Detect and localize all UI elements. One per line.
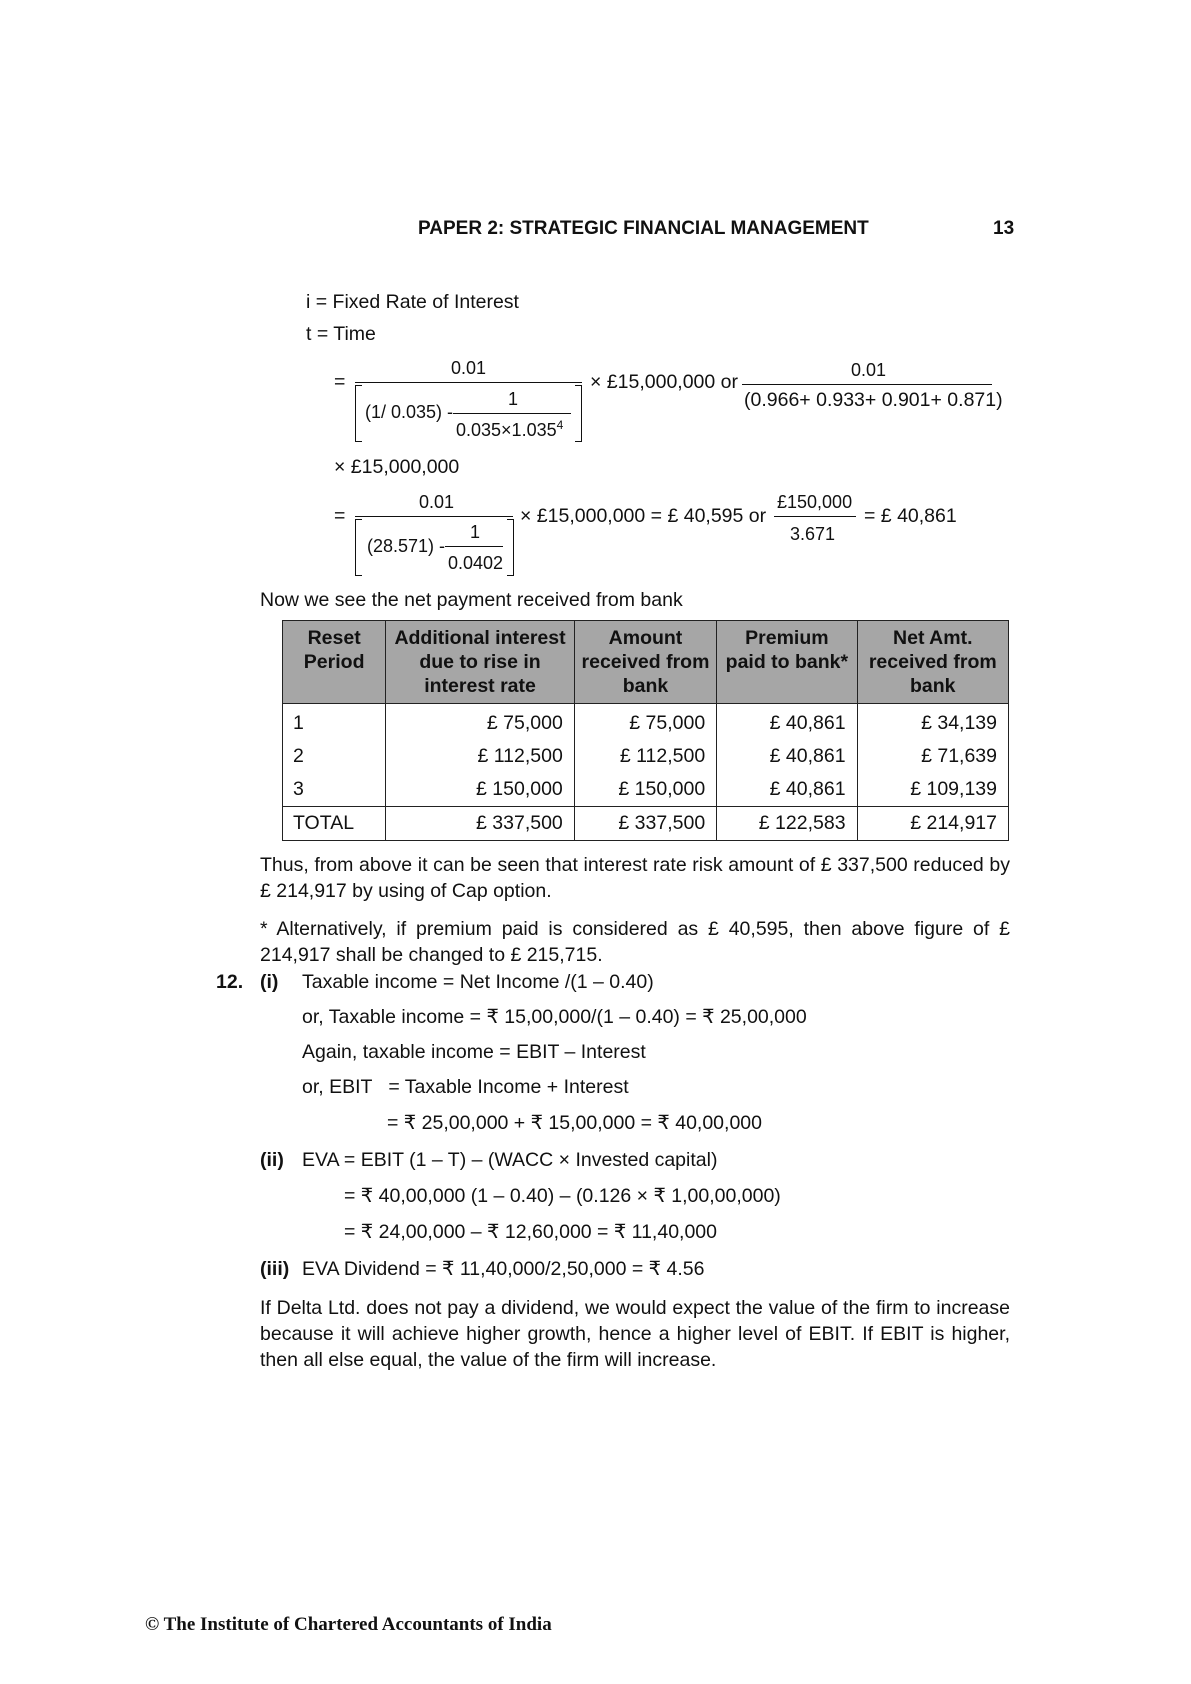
eq2-alt-fraction-bar — [774, 516, 856, 517]
eq2-equals: = — [334, 505, 346, 527]
eq2-fraction-bar — [355, 516, 513, 517]
table-cell: £ 337,500 — [386, 807, 575, 841]
part-ii-line-1: EVA = EBIT (1 – T) – (WACC × Invested capital) — [302, 1149, 718, 1171]
table-cell: 1 — [283, 704, 386, 741]
table-cell: £ 112,500 — [386, 740, 575, 773]
net-payment-table — [282, 620, 1009, 841]
eq1-equals: = — [334, 371, 346, 393]
table-cell: £ 214,917 — [857, 807, 1008, 841]
eq1-fraction-bar — [355, 382, 582, 383]
table-cell: £ 150,000 — [574, 773, 716, 807]
eq2-inner-numerator: 1 — [470, 522, 481, 542]
part-ii-line-3: = ₹ 24,00,000 – ₹ 12,60,000 = ₹ 11,40,000 — [344, 1221, 717, 1243]
table-row — [283, 740, 1009, 773]
definition-i: i = Fixed Rate of Interest — [306, 291, 519, 313]
header-additional-interest: Additional interest due to rise in interest rate — [386, 621, 575, 704]
eq2-inner-denominator: 0.0402 — [448, 553, 504, 573]
eq1-inner-numerator: 1 — [508, 389, 519, 409]
table-cell: 3 — [283, 773, 386, 807]
table-cell: £ 150,000 — [386, 773, 575, 807]
table-row — [283, 704, 1009, 741]
eq2-result: = £ 40,861 — [864, 505, 957, 527]
eq1-numerator: 0.01 — [451, 358, 487, 378]
question-number: 12. — [216, 971, 244, 993]
part-i-line-5: = ₹ 25,00,000 + ₹ 15,00,000 = ₹ 40,00,000 — [387, 1112, 762, 1134]
page-header-title: PAPER 2: STRATEGIC FINANCIAL MANAGEMENT — [418, 218, 869, 239]
eq1-inner-fraction-bar — [453, 413, 571, 414]
table-cell: £ 34,139 — [857, 704, 1008, 741]
footer-copyright: © The Institute of Chartered Accountants of India — [145, 1614, 552, 1635]
table-cell: £ 112,500 — [574, 740, 716, 773]
table-cell: £ 71,639 — [857, 740, 1008, 773]
page-number: 13 — [993, 218, 1015, 239]
table-row — [283, 773, 1009, 807]
header-reset-period: Reset Period — [283, 621, 386, 704]
eq1-alt-fraction-bar — [742, 384, 992, 385]
table-cell: £ 40,861 — [717, 704, 857, 741]
table-cell: £ 337,500 — [574, 807, 716, 841]
eq2-alt-denominator: 3.671 — [790, 524, 836, 544]
part-i-line-2: or, Taxable income = ₹ 15,00,000/(1 – 0.40) = ₹ 25,00,000 — [302, 1006, 807, 1028]
eq2-inner-left: (28.571) - — [367, 536, 446, 556]
eq1-alt-numerator: 0.01 — [851, 360, 887, 380]
table-cell: TOTAL — [283, 807, 386, 841]
paragraph-alternative: * Alternatively, if premium paid is considered as £ 40,595, then above figure of £ 214,917 shall be changed to £ 215,715. — [260, 918, 1010, 966]
part-ii-line-2: = ₹ 40,00,000 (1 – 0.40) – (0.126 × ₹ 1,00,00,000) — [344, 1185, 781, 1207]
table-cell: 2 — [283, 740, 386, 773]
table-total-row — [283, 807, 1009, 841]
part-i-line-4: or, EBIT = Taxable Income + Interest — [302, 1076, 629, 1098]
paragraph-thus: Thus, from above it can be seen that interest rate risk amount of £ 337,500 reduced by £ 214,917 by using of Cap option. — [260, 854, 1010, 902]
table-header-row — [283, 621, 1009, 704]
table-cell: £ 40,861 — [717, 773, 857, 807]
table-intro: Now we see the net payment received from bank — [260, 589, 683, 611]
eq2-left-bracket — [355, 519, 362, 576]
eq2-middle: × £15,000,000 = £ 40,595 or — [520, 505, 767, 527]
eq1-multiplier: × £15,000,000 or — [590, 371, 739, 393]
closing-paragraph: If Delta Ltd. does not pay a dividend, we would expect the value of the firm to increase because it will achieve higher growth, hence a higher level of EBIT. If EBIT is higher, then all else equal, the value of the firm will increase. — [260, 1297, 1010, 1371]
definition-t: t = Time — [306, 323, 376, 345]
part-iii-label: (iii) — [260, 1258, 290, 1280]
part-i-label: (i) — [260, 971, 279, 993]
table-cell: £ 75,000 — [574, 704, 716, 741]
part-i-line-1: Taxable income = Net Income /(1 – 0.40) — [302, 971, 654, 993]
eq2-numerator: 0.01 — [419, 492, 455, 512]
table-cell: £ 122,583 — [717, 807, 857, 841]
eq1-left-bracket — [355, 385, 362, 442]
eq1-continuation: × £15,000,000 — [334, 456, 460, 478]
eq1-inner-denominator: $0.035\times 1.035^4$ — [456, 418, 564, 440]
eq2-right-bracket — [507, 519, 514, 576]
eq1-inner-left: (1/ 0.035) - — [365, 402, 454, 422]
table-cell: £ 75,000 — [386, 704, 575, 741]
part-iii-line-1: EVA Dividend = ₹ 11,40,000/2,50,000 = ₹ 4.56 — [302, 1258, 705, 1280]
header-net-amount: Net Amt. received from bank — [857, 621, 1008, 704]
table-cell: £ 109,139 — [857, 773, 1008, 807]
eq1-alt-denominator: (0.966+ 0.933+ 0.901+ 0.871) — [744, 389, 1003, 411]
eq1-right-bracket — [575, 385, 582, 442]
header-amount-received: Amount received from bank — [574, 621, 716, 704]
part-ii-label: (ii) — [260, 1149, 284, 1171]
eq2-inner-fraction-bar — [445, 546, 503, 547]
eq2-alt-numerator: £150,000 — [777, 492, 853, 512]
table-cell: £ 40,861 — [717, 740, 857, 773]
part-i-line-3: Again, taxable income = EBIT – Interest — [302, 1041, 646, 1063]
header-premium-paid: Premium paid to bank* — [717, 621, 857, 704]
